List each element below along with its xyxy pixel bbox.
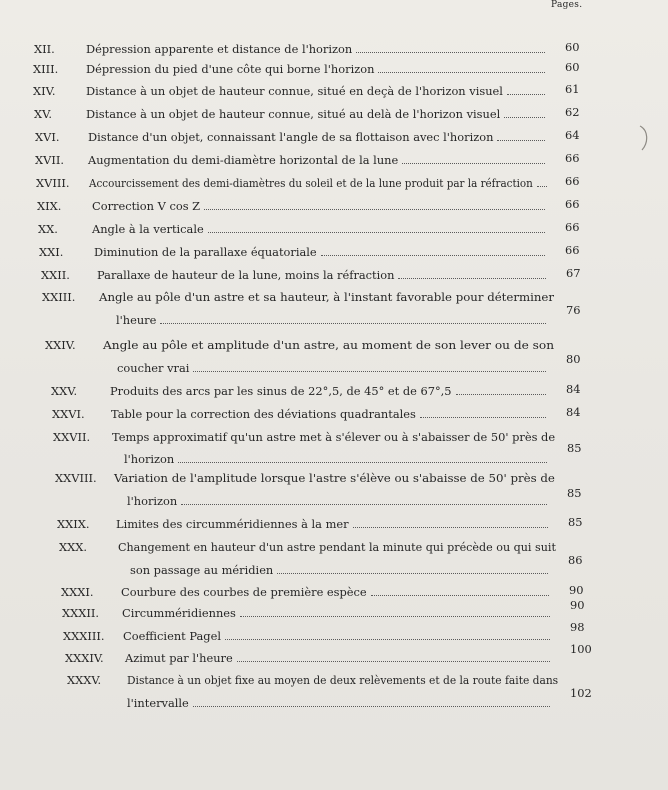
page-number: 66 bbox=[565, 243, 580, 257]
entry-title-continuation: l'heure bbox=[116, 313, 157, 327]
entry-title: Distance d'un objet, connaissant l'angle de sa flottaison avec l'horizon bbox=[88, 130, 494, 144]
page-number: 84 bbox=[566, 405, 581, 419]
page-number: 90 bbox=[570, 598, 585, 612]
page-number: 100 bbox=[570, 642, 592, 656]
page-number: 85 bbox=[568, 515, 583, 529]
entry-title: Distance à un objet de hauteur connue, situé au delà de l'horizon visuel bbox=[86, 107, 501, 121]
entry-numeral: XXIII. bbox=[42, 290, 76, 304]
entry-numeral: XIV. bbox=[33, 84, 56, 98]
entry-numeral: XII. bbox=[34, 42, 55, 56]
page-number: 85 bbox=[567, 486, 582, 500]
entry-numeral: XX. bbox=[38, 222, 58, 236]
page-number: 86 bbox=[568, 553, 583, 567]
entry-numeral: XV. bbox=[34, 107, 52, 121]
entry-title: Correction V cos Z bbox=[92, 199, 201, 213]
entry-numeral: XXXI. bbox=[61, 585, 94, 599]
dot-leader bbox=[178, 452, 547, 466]
dot-leader bbox=[497, 130, 545, 144]
entry-title: Produits des arcs par les sinus de 22°,5, de 45° et de 67°,5 bbox=[110, 384, 452, 398]
page-number: 85 bbox=[567, 441, 582, 455]
dot-leader bbox=[537, 176, 547, 190]
page-number: 90 bbox=[569, 583, 584, 597]
entry-title: Distance à un objet fixe au moyen de deux relèvements et de la route faite dans bbox=[127, 673, 559, 687]
entry-numeral: XXVIII. bbox=[55, 471, 97, 485]
entry-title: Changement en hauteur d'un astre pendant la minute qui précède ou qui suit bbox=[118, 540, 556, 554]
entry-title: Angle au pôle et amplitude d'un astre, au moment de son lever ou de son bbox=[103, 338, 555, 352]
entry-numeral: XXIX. bbox=[57, 517, 90, 531]
page-number: 84 bbox=[566, 382, 581, 396]
page-number: 80 bbox=[566, 352, 581, 366]
page-number: 102 bbox=[570, 686, 592, 700]
dot-leader bbox=[208, 222, 545, 236]
page-number: 76 bbox=[566, 303, 581, 317]
dot-leader bbox=[193, 696, 550, 710]
entry-title: Temps approximatif qu'un astre met à s'élever ou à s'abaisser de 50' près de bbox=[112, 430, 556, 444]
entry-numeral: XXXV. bbox=[67, 673, 102, 687]
dot-leader bbox=[402, 153, 545, 167]
entry-title: Angle au pôle d'un astre et sa hauteur, à l'instant favorable pour déterminer bbox=[99, 290, 554, 304]
entry-numeral: XXXII. bbox=[62, 606, 99, 620]
entry-title: Table pour la correction des déviations quadrantales bbox=[111, 407, 416, 421]
page-number: 64 bbox=[565, 128, 580, 142]
entry-numeral: XXV. bbox=[51, 384, 78, 398]
entry-title-continuation: son passage au méridien bbox=[130, 563, 274, 577]
entry-title: Distance à un objet de hauteur connue, situé en deçà de l'horizon visuel bbox=[86, 84, 503, 98]
dot-leader bbox=[456, 384, 546, 398]
entry-title: Accourcissement des demi-diamètres du soleil et de la lune produit par la réfraction bbox=[89, 176, 533, 190]
entry-title-continuation: l'horizon bbox=[124, 452, 175, 466]
entry-title-continuation: l'intervalle bbox=[127, 696, 189, 710]
page-number: 66 bbox=[565, 197, 580, 211]
entry-numeral: XVIII. bbox=[36, 176, 70, 190]
entry-title: Dépression apparente et distance de l'horizon bbox=[86, 42, 353, 56]
dot-leader bbox=[277, 563, 548, 577]
entry-numeral: XXXIV. bbox=[65, 651, 104, 665]
entry-numeral: XXVII. bbox=[53, 430, 91, 444]
dot-leader bbox=[420, 407, 546, 421]
page-number: 66 bbox=[565, 220, 580, 234]
page-number: 66 bbox=[565, 174, 580, 188]
entry-title: Circumméridiennes bbox=[122, 606, 236, 620]
dot-leader bbox=[225, 629, 550, 643]
dot-leader bbox=[507, 84, 545, 98]
page-number: 62 bbox=[565, 105, 580, 119]
entry-title: Parallaxe de hauteur de la lune, moins la réfraction bbox=[97, 268, 395, 282]
page-number: 61 bbox=[565, 82, 580, 96]
entry-numeral: XXI. bbox=[39, 245, 64, 259]
entry-numeral: XXVI. bbox=[52, 407, 85, 421]
dot-leader bbox=[398, 268, 546, 282]
page-number: 66 bbox=[565, 151, 580, 165]
entry-title: Variation de l'amplitude lorsque l'astre s'élève ou s'abaisse de 50' près de bbox=[114, 471, 555, 485]
page-number: 67 bbox=[566, 266, 581, 280]
dot-leader bbox=[181, 494, 547, 508]
dot-leader bbox=[321, 245, 545, 259]
page-number: 60 bbox=[565, 40, 580, 54]
margin-pencil-mark bbox=[636, 124, 650, 152]
entry-title: Limites des circumméridiennes à la mer bbox=[116, 517, 349, 531]
entry-numeral: XXII. bbox=[41, 268, 70, 282]
entry-title-continuation: l'horizon bbox=[127, 494, 178, 508]
entry-numeral: XVII. bbox=[35, 153, 64, 167]
dot-leader bbox=[504, 107, 545, 121]
entry-title: Azimut par l'heure bbox=[125, 651, 233, 665]
pages-column-header: Pages. bbox=[551, 0, 583, 10]
dot-leader bbox=[237, 651, 550, 665]
entry-numeral: XIX. bbox=[37, 199, 62, 213]
entry-title: Coefficient Pagel bbox=[123, 629, 221, 643]
dot-leader bbox=[204, 199, 545, 213]
page-number: 98 bbox=[570, 620, 585, 634]
dot-leader bbox=[353, 517, 548, 531]
entry-title: Courbure des courbes de première espèce bbox=[121, 585, 367, 599]
dot-leader bbox=[160, 313, 546, 327]
entry-numeral: XXX. bbox=[59, 540, 87, 554]
entry-title: Diminution de la parallaxe équatoriale bbox=[94, 245, 317, 259]
entry-title: Dépression du pied d'une côte qui borne l'horizon bbox=[86, 62, 375, 76]
entry-title: Angle à la verticale bbox=[92, 222, 204, 236]
entry-numeral: XIII. bbox=[33, 62, 59, 76]
dot-leader bbox=[193, 361, 546, 375]
entry-title: Augmentation du demi-diamètre horizontal de la lune bbox=[88, 153, 399, 167]
entry-numeral: XVI. bbox=[35, 130, 60, 144]
dot-leader bbox=[356, 42, 545, 56]
dot-leader bbox=[378, 62, 545, 76]
page-number: 60 bbox=[565, 60, 580, 74]
entry-numeral: XXXIII. bbox=[63, 629, 105, 643]
dot-leader bbox=[371, 585, 549, 599]
entry-numeral: XXIV. bbox=[45, 338, 76, 352]
dot-leader bbox=[240, 606, 550, 620]
entry-title-continuation: coucher vrai bbox=[117, 361, 190, 375]
